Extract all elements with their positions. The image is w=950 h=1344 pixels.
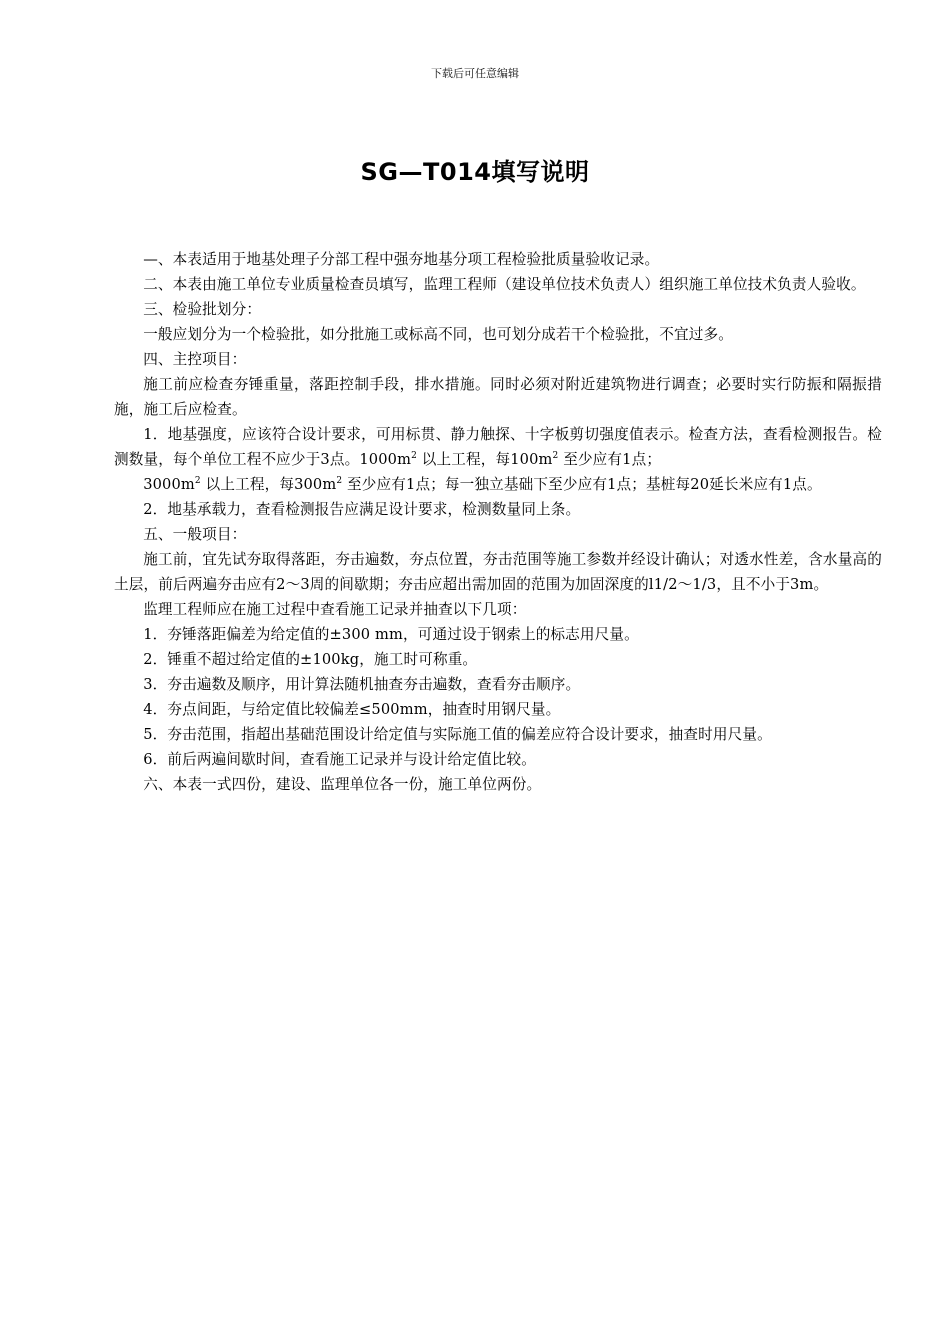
paragraph-main-items-heading: 四、主控项目：	[143, 351, 247, 368]
paragraph-copies: 六、本表一式四份，建设、监理单位各一份，施工单位两份。	[143, 776, 542, 793]
paragraph-general-items-heading: 五、一般项目：	[143, 526, 247, 543]
superscript-two: 2	[194, 476, 201, 487]
list-item-tamping-range: 5．夯击范围，指超出基础范围设计给定值与实际施工值的偏差应符合设计要求，抽查时用尺量。	[143, 726, 772, 743]
paragraph-supervisor-checks: 监理工程师应在施工过程中查看施工记录并抽查以下几项：	[143, 601, 527, 618]
document-title: SG—T014填写说明	[360, 158, 590, 186]
page-header-note: 下载后可任意编辑	[431, 67, 519, 80]
paragraph-scope: —、本表适用于地基处理子分部工程中强夯地基分项工程检验批质量验收记录。	[143, 251, 660, 268]
paragraph-bearing-capacity: 2．地基承载力，查看检测报告应满足设计要求，检测数量同上条。	[143, 501, 581, 518]
superscript-two: 2	[552, 451, 559, 462]
paragraph-filled-by: 二、本表由施工单位专业质量检查员填写，监理工程师（建设单位技术负责人）组织施工单位技术负责人验收。	[143, 276, 866, 293]
paragraph-trial-tamping: 施工前，宜先试夯取得落距，夯击遍数，夯点位置，夯击范围等施工参数并经设计确认；对透水性差，含水量高的土层，前后两遍夯击应有2～3周的间歇期；夯击应超出需加固的范围为加固深度的l1/2～1/3，且不小于3m。	[114, 551, 882, 593]
list-item-tamping-passes: 3．夯击遍数及顺序，用计算法随机抽查夯击遍数，查看夯击顺序。	[143, 676, 581, 693]
paragraph-foundation-strength: 1．地基强度，应该符合设计要求，可用标贯、静力触探、十字板剪切强度值表示。检查方法，查看检测报告。检测数量，每个单位工程不应少于3点。$1000m^2$ 以上工程，每$100m^2$ 至少应有1点；	[114, 426, 882, 468]
superscript-two: 2	[411, 451, 417, 462]
paragraph-batch-division-heading: 三、检验批划分：	[143, 301, 262, 318]
paragraph-pre-construction-check: 施工前应检查夯锤重量，落距控制手段，排水措施。同时必须对附近建筑物进行调查；必要时实行防振和隔振措施，施工后应检查。	[114, 376, 882, 418]
list-item-hammer-weight: 2．锤重不超过给定值的±100kg，施工时可称重。	[143, 651, 478, 668]
paragraph-test-quantity: $3000m^2$ 以上工程，每$300m^2$ 至少应有1点；每一独立基础下至少应有1点；基桩每20延长米应有1点。	[143, 476, 822, 493]
list-item-point-spacing: 4．夯点间距，与给定值比较偏差≤500mm，抽查时用钢尺量。	[143, 701, 561, 718]
paragraph-batch-division: 一般应划分为一个检验批，如分批施工或标高不同，也可划分成若干个检验批，不宜过多。	[143, 326, 733, 343]
document-body	[114, 247, 882, 797]
list-item-drop-distance: 1．夯锤落距偏差为给定值的±300 mm，可通过设于钢索上的标志用尺量。	[143, 626, 639, 643]
superscript-two: 2	[336, 476, 343, 487]
list-item-interval-time: 6．前后两遍间歇时间，查看施工记录并与设计给定值比较。	[143, 751, 536, 768]
